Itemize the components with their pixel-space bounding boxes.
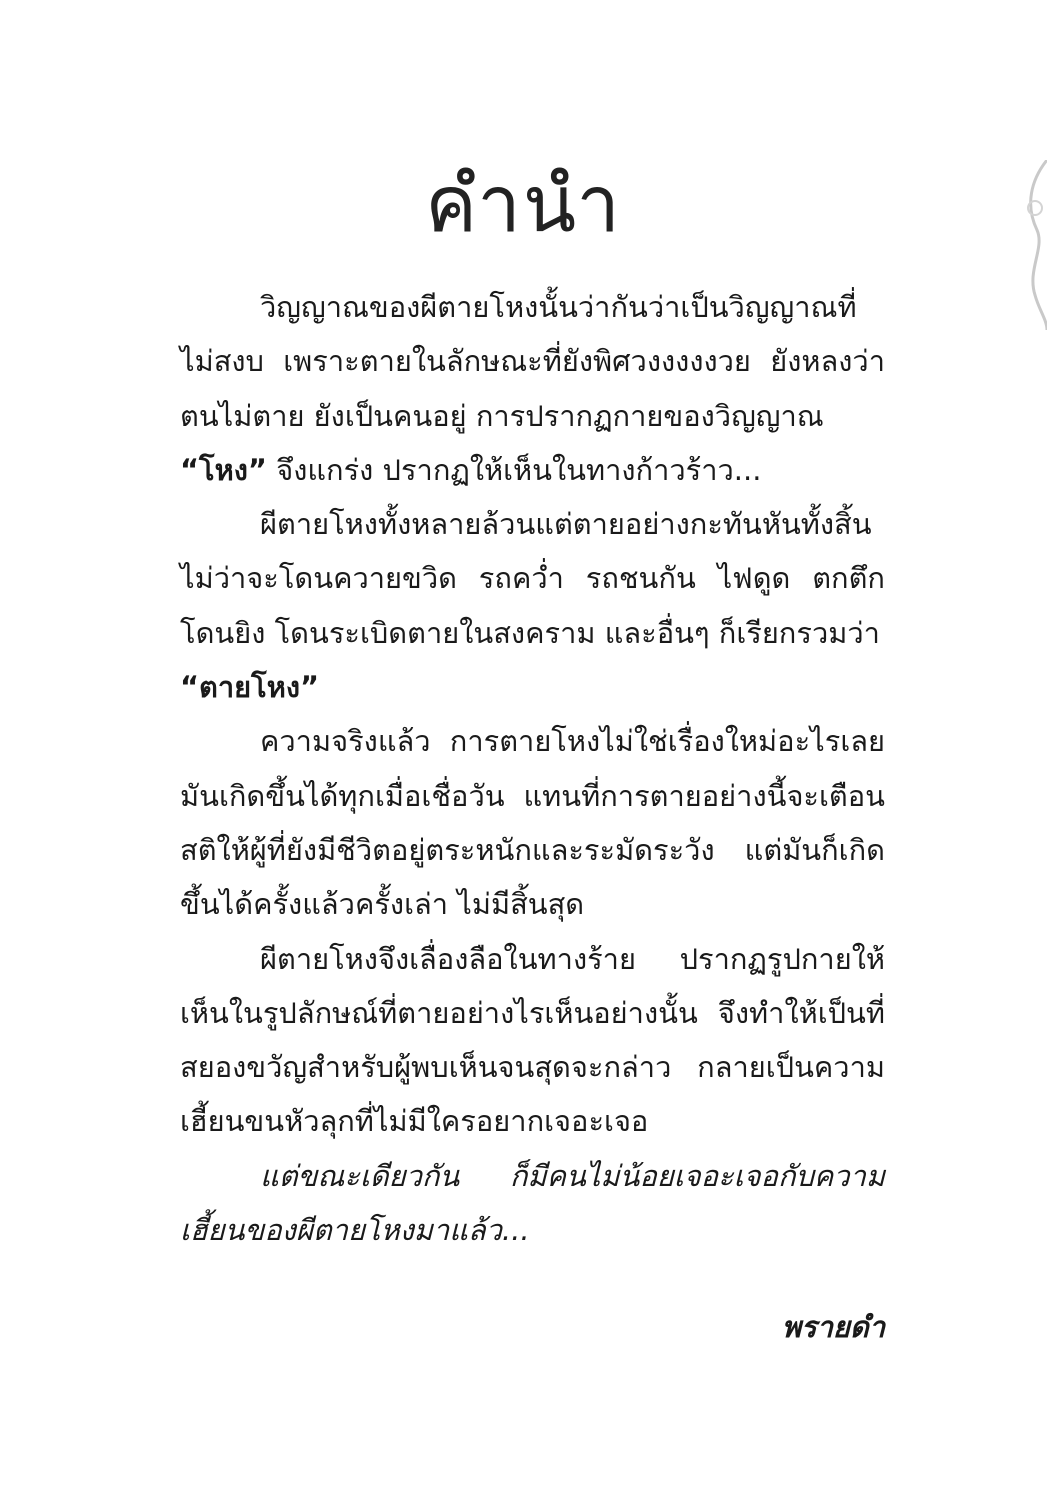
paragraph-5-text: แต่ขณะเดียวกัน ก็มีคนไม่น้อยเจอะเจอกับความเฮี้ยนของผีตายโหงมาแล้ว... xyxy=(180,1158,885,1248)
paragraph-4 xyxy=(180,932,885,1149)
paragraph-3 xyxy=(180,714,885,931)
edge-ornament-icon xyxy=(1023,160,1047,330)
preface-body xyxy=(180,280,885,1257)
paragraph-1-text: วิญญาณของผีตายโหงนั้นว่ากันว่าเป็นวิญญาณที่ไม่สงบ เพราะตายในลักษณะที่ยังพิศวงงงงงวย ยังหลงว่าตนไม่ตาย ยังเป็นคนอยู่ การปรากฏกายของวิญญาณ xyxy=(180,290,885,433)
paragraph-1-tail: จึงแกร่ง ปรากฏให้เห็นในทางก้าวร้าว... xyxy=(266,452,762,487)
paragraph-5 xyxy=(180,1149,885,1258)
paragraph-3-text: ความจริงแล้ว การตายโหงไม่ใช่เรื่องใหม่อะไรเลย มันเกิดขึ้นได้ทุกเมื่อเชื่อวัน แทนที่การตายอย่างนี้จะเตือนสติให้ผู้ที่ยังมีชีวิตอยู่ตระหนักและระมัดระวัง แต่มันก็เกิดขึ้นได้ครั้งแล้วครั้งเล่า ไม่มีสิ้นสุด xyxy=(180,724,885,922)
paragraph-1-bold: “โหง” xyxy=(180,452,267,487)
page-title: คำนำ xyxy=(424,160,623,250)
paragraph-2-text: ผีตายโหงทั้งหลายล้วนแต่ตายอย่างกะทันหันทั้งสิ้น ไม่ว่าจะโดนควายขวิด รถคว่ำ รถชนกัน ไฟดูด ตกตึก โดนยิง โดนระเบิดตายในสงคราม และอื่นๆ ก็เรียกรวมว่า xyxy=(180,507,885,650)
paragraph-1 xyxy=(180,280,885,497)
paragraph-4-text: ผีตายโหงจึงเลื่องลือในทางร้าย ปรากฏรูปกายให้เห็นในรูปลักษณ์ที่ตายอย่างไรเห็นอย่างนั้น จึงทำให้เป็นที่สยองขวัญสำหรับผู้พบเห็นจนสุดจะกล่าว กลายเป็นความเฮี้ยนขนหัวลุกที่ไม่มีใครอยากเจอะเจอ xyxy=(180,941,885,1139)
paragraph-2-bold: “ตายโหง” xyxy=(180,670,320,705)
paragraph-2 xyxy=(180,497,885,714)
author-signature: พรายดำ xyxy=(781,1310,885,1344)
